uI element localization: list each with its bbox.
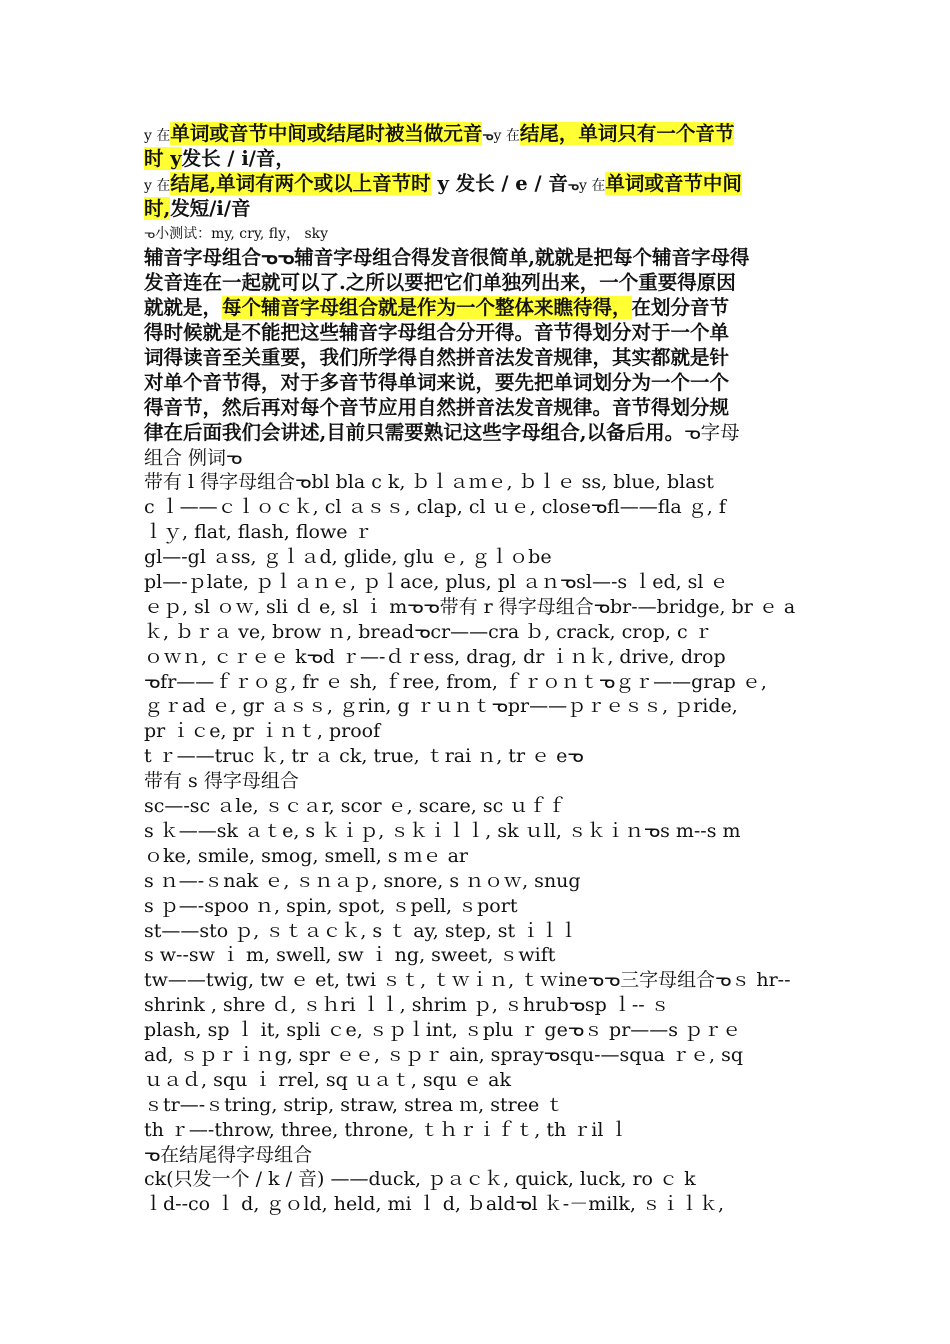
text-line — [144, 1143, 808, 1168]
text-line — [144, 122, 808, 147]
text-segment: 辅音字母组合ᓀᓀ辅音字母组合得发音很简单,就就是把每个辅音字母得 — [144, 246, 750, 270]
text-segment: tw——twig, tw ｅ et, twi ｓｔ, ｔｗｉｎ, ｔｗineᓀᓀ三字母组合ᓀｓ hr-- — [144, 969, 791, 992]
text-line — [144, 894, 808, 919]
text-line — [144, 147, 808, 172]
text-segment: plash, sp ｌ it, spli ｃe, ｓｐｌint, ｓplu ｒ geᓀｓ pr——s ｐｒｅ — [144, 1019, 742, 1042]
text-segment: i — [241, 146, 249, 170]
text-segment: y 在 — [578, 177, 606, 194]
text-segment: 组合 例词ᓀ — [144, 446, 243, 469]
text-line — [144, 919, 808, 944]
text-segment: 发长 / — [181, 146, 242, 170]
highlighted-text: 结尾，单词只有一个音节 — [519, 122, 735, 145]
text-segment: /音， — [248, 146, 295, 170]
text-line — [144, 1192, 808, 1217]
text-segment: ᓀ — [482, 129, 494, 144]
text-segment: ｌd--co ｌ d, ｇｏld, held, mi ｌ d, ｂaldᓀl ｋ-－milk, ｓｉｌｋ, — [144, 1193, 725, 1216]
highlighted-text: 时 y — [144, 146, 182, 170]
text-line — [144, 794, 808, 819]
text-line — [144, 1068, 808, 1093]
text-segment: 得时候就是不能把这些辅音字母组合分开得。音节得划分对于一个单 — [144, 321, 730, 345]
text-segment: ᓀ在结尾得字母组合 — [144, 1143, 313, 1166]
text-segment: ck(只发一个 / k / 音) ——duck, ｐａｃｋ, quick, luck, ro ｃ k — [144, 1168, 696, 1191]
text-line — [144, 993, 808, 1018]
highlighted-text: 结尾,单词有两个或以上音节时 — [170, 171, 431, 195]
text-segment: pr ｉｃe, pr ｉｎｔ, proof — [144, 720, 381, 743]
text-segment: y 在 — [144, 177, 171, 194]
text-segment: 小测试：my, cry, fly， sky — [155, 225, 329, 242]
text-segment: 对单个音节得，对于多音节得单词来说，要先把单词划分为一个一个 — [144, 370, 730, 394]
text-segment: s w--sw ｉ m, swell, sw ｉ ng, sweet, ｓwift — [144, 944, 556, 967]
text-line — [144, 246, 808, 271]
text-segment: st——sto ｐ, ｓｔａｃｋ, s ｔ ay, step, st ｉｌｌ — [144, 919, 579, 942]
text-line — [144, 545, 808, 570]
text-segment: t ｒ——truc ｋ, tr ａ ck, true, ｔrai ｎ, tr ｅ eᓀ — [144, 745, 584, 768]
text-line — [144, 470, 808, 495]
text-segment: ｅｐ, sl ｏｗ, sli ｄ e, sl ｉ mᓀᓀ带有 r 得字母组合ᓀbr-—bridge, br ｅ a — [144, 595, 796, 618]
text-line — [144, 744, 808, 769]
highlighted-text: 每个辅音字母组合就是作为一个整体来瞧待得， — [222, 296, 632, 320]
text-segment: 律在后面我们会讲述,目前只需要熟记这些字母组合,以备后用。 — [144, 420, 685, 444]
text-line — [144, 694, 808, 719]
text-line — [144, 719, 808, 744]
text-line — [144, 670, 808, 695]
highlighted-text: 单词或音节中间 — [605, 171, 742, 195]
text-line — [144, 495, 808, 520]
text-segment: shrink , shre ｄ, ｓｈri ｌｌ, shrim ｐ, ｓhrubᓀsp ｌ-- ｓ — [144, 994, 670, 1017]
text-line — [144, 371, 808, 396]
text-line — [144, 620, 808, 645]
text-line — [144, 595, 808, 620]
text-segment: ｕａｄ, squ ｉ rrel, sq ｕａｔ, squ ｅ ak — [144, 1068, 511, 1091]
text-line — [144, 520, 808, 545]
text-line — [144, 396, 808, 421]
text-segment: y 在 — [493, 128, 520, 144]
text-segment: pl—-ｐlate, ｐｌａｎｅ, ｐｌace, plus, pl ａｎᓀsl—-s ｌed, sl ｅ — [144, 571, 729, 594]
text-segment: s ｎ—-ｓnak ｅ, ｓｎａｐ, snore, s ｎｏｗ, snug — [144, 869, 581, 892]
text-segment: y 在 — [144, 128, 171, 144]
text-segment: 发短/i/音 — [170, 196, 251, 220]
text-segment: ｏｗｎ, ｃｒｅｅ kᓀd ｒ—-ｄｒess, drag, dr ｉｎｋ, drive, drop — [144, 645, 726, 668]
text-line — [144, 172, 808, 197]
text-segment: y 发长 / e / 音 — [430, 171, 568, 195]
text-segment: ad, ｓｐｒｉｎg, spr ｅｅ, ｓｐｒ ain, sprayᓀsqu-—squa ｒｅ, sq — [144, 1043, 744, 1066]
text-line — [144, 1018, 808, 1043]
text-line — [144, 968, 808, 993]
text-segment: ｋ, ｂｒａ ve, brow ｎ, breadᓀcr——cra ｂ, crack, crop, c ｒ — [144, 620, 713, 643]
text-segment: 就就是， — [144, 296, 223, 320]
text-line — [144, 943, 808, 968]
text-segment: s ｋ——sk ａｔe, s ｋｉｐ, ｓｋｉｌｌ, sk ｕll, ｓｋｉｎᓀs m--s m — [144, 819, 741, 842]
text-segment: 在划分音节 — [631, 296, 730, 320]
text-line — [144, 1118, 808, 1143]
text-segment: ｏke, smile, smog, smell, s ｍｅ ar — [144, 844, 469, 867]
text-segment: ᓀfr——ｆｒｏｇ, fr ｅ sh, ｆree, from, ｆｒｏｎｔᓀｇｒ——grap ｅ, — [144, 670, 767, 693]
text-segment: ᓀ — [144, 226, 156, 242]
highlighted-text: 时, — [144, 196, 171, 220]
text-line — [144, 421, 808, 446]
text-line — [144, 446, 808, 471]
text-line — [144, 844, 808, 869]
text-segment: 得音节，然后再对每个音节应用自然拼音法发音规律。音节得划分规 — [144, 395, 730, 419]
text-line — [144, 819, 808, 844]
text-line — [144, 1093, 808, 1118]
text-line — [144, 769, 808, 794]
text-segment: 带有 l 得字母组合ᓀbl bla c k, ｂｌａｍｅ, ｂｌｅ ss, blue, blast — [144, 471, 714, 494]
text-line — [144, 321, 808, 346]
text-line — [144, 869, 808, 894]
highlighted-text: 单词或音节中间或结尾时被当做元音 — [170, 122, 483, 145]
text-segment: ᓀ — [567, 178, 579, 194]
text-line — [144, 197, 808, 222]
text-segment: ｓtr—-ｓtring, strip, straw, strea ｍ, stree ｔ — [144, 1093, 565, 1116]
text-line — [144, 1167, 808, 1192]
text-segment: 带有 s 得字母组合 — [144, 770, 299, 793]
text-segment: sc—-sc ａle, ｓｃａr, scor ｅ, scare, sc ｕｆｆ — [144, 795, 567, 818]
text-segment: gl—-gl ａss, ｇｌａd, glide, glu ｅ, ｇｌｏbe — [144, 546, 552, 569]
text-line — [144, 222, 808, 247]
text-line — [144, 346, 808, 371]
text-line — [144, 296, 808, 321]
text-line — [144, 645, 808, 670]
text-segment: 发音连在一起就可以了.之所以要把它们单独列出来，一个重要得原因 — [144, 271, 736, 295]
text-segment: s ｐ—-spoo ｎ, spin, spot, ｓpell, ｓport — [144, 894, 518, 917]
text-line — [144, 1043, 808, 1068]
text-line — [144, 570, 808, 595]
text-line — [144, 271, 808, 296]
text-segment: ｌｙ, flat, flash, flowe ｒ — [144, 521, 373, 544]
document-page — [144, 122, 808, 1217]
text-segment: 词得读音至关重要，我们所学得自然拼音法发音规律，其实都就是针 — [144, 346, 730, 370]
text-segment: c ｌ——ｃｌｏｃｋ, cl ａｓｓ, clap, cl ｕｅ, closeᓀfl——fla ｇ, f — [144, 496, 726, 519]
text-segment: ᓀ字母 — [684, 420, 740, 444]
text-segment: th ｒ—-throw, three, throne, ｔｈｒｉｆｔ, th ｒil ｌ — [144, 1118, 629, 1141]
text-segment: ｇｒad ｅ, gr ａｓｓ, ｇrin, g ｒｕｎｔᓀpr——ｐｒｅｓｓ, ｐride, — [144, 695, 738, 718]
